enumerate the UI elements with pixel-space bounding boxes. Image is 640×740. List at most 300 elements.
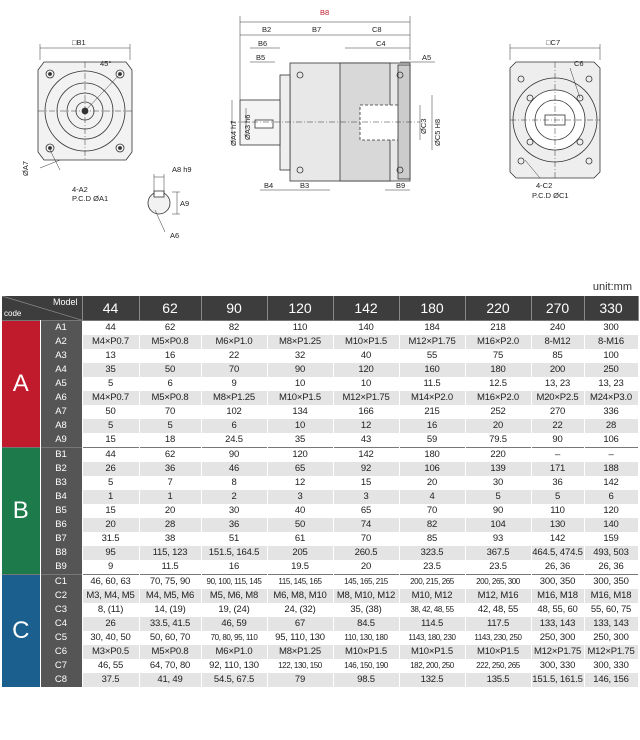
value-cell: M16, M18	[584, 589, 638, 603]
model-header-label: Model	[52, 297, 78, 307]
value-cell: 32	[267, 349, 333, 363]
row-code-cell: C2	[40, 589, 82, 603]
table-body	[2, 321, 638, 688]
front-view-drawing	[38, 44, 132, 170]
value-cell: M16×P2.0	[465, 391, 531, 405]
value-cell: 114.5	[399, 617, 465, 631]
key-a8-label: A8 h9	[172, 165, 192, 174]
value-cell: 166	[333, 405, 399, 419]
value-cell: 142	[333, 448, 399, 463]
value-cell: 35	[267, 433, 333, 448]
value-cell: 4	[399, 490, 465, 504]
table-row	[2, 349, 638, 363]
value-cell: 18	[139, 433, 201, 448]
key-detail-drawing	[148, 174, 180, 232]
value-cell: 50	[82, 405, 139, 419]
model-size-header: 220	[465, 296, 531, 321]
table-row	[2, 673, 638, 687]
value-cell: M20×P2.5	[531, 391, 584, 405]
value-cell: 79.5	[465, 433, 531, 448]
value-cell: M6×P1.0	[201, 335, 267, 349]
model-size-header: 120	[267, 296, 333, 321]
row-code-cell: B3	[40, 476, 82, 490]
value-cell: M12, M16	[465, 589, 531, 603]
value-cell: 6	[201, 419, 267, 433]
value-cell: 26, 36	[584, 560, 638, 575]
value-cell: M12×P1.75	[584, 645, 638, 659]
value-cell: 65	[267, 462, 333, 476]
rear-view-drawing	[510, 44, 600, 178]
value-cell: 79	[267, 673, 333, 687]
value-cell: 62	[139, 321, 201, 336]
value-cell: 70	[139, 405, 201, 419]
row-code-cell: A2	[40, 335, 82, 349]
value-cell: 132.5	[399, 673, 465, 687]
table-row	[2, 603, 638, 617]
row-code-cell: A6	[40, 391, 82, 405]
value-cell: M5×P0.8	[139, 391, 201, 405]
value-cell: M4×P0.7	[82, 391, 139, 405]
value-cell: M3×P0.5	[82, 645, 139, 659]
table-row	[2, 391, 638, 405]
value-cell: 16	[139, 349, 201, 363]
value-cell: M12×P1.75	[333, 391, 399, 405]
row-code-cell: C6	[40, 645, 82, 659]
side-b7-label: B7	[312, 25, 322, 34]
value-cell: 90, 100, 115, 145	[201, 575, 267, 590]
value-cell: 70	[333, 532, 399, 546]
value-cell: 54.5, 67.5	[201, 673, 267, 687]
table-row	[2, 335, 638, 349]
value-cell: 139	[465, 462, 531, 476]
row-code-cell: B1	[40, 448, 82, 463]
dimension-drawings	[0, 0, 640, 255]
value-cell: 24.5	[201, 433, 267, 448]
value-cell: 59	[399, 433, 465, 448]
value-cell: 6	[584, 490, 638, 504]
value-cell: 215	[399, 405, 465, 419]
value-cell: 160	[399, 363, 465, 377]
model-size-header: 270	[531, 296, 584, 321]
value-cell: 5	[465, 490, 531, 504]
side-b8-label: B8	[320, 8, 330, 17]
value-cell: 146, 150, 190	[333, 659, 399, 673]
table-row	[2, 504, 638, 518]
value-cell: 26	[82, 617, 139, 631]
value-cell: 15	[82, 504, 139, 518]
row-code-cell: A8	[40, 419, 82, 433]
value-cell: 90	[201, 448, 267, 463]
value-cell: M5×P0.8	[139, 645, 201, 659]
side-b5-label: B5	[256, 53, 266, 62]
row-code-cell: C3	[40, 603, 82, 617]
value-cell: M10×P1.5	[333, 645, 399, 659]
value-cell: 65	[333, 504, 399, 518]
value-cell: 23.5	[465, 560, 531, 575]
value-cell: M10×P1.5	[465, 645, 531, 659]
value-cell: M10×P1.5	[399, 645, 465, 659]
table-row	[2, 377, 638, 391]
value-cell: 120	[267, 448, 333, 463]
value-cell: M12×P1.75	[399, 335, 465, 349]
row-code-cell: A5	[40, 377, 82, 391]
value-cell: 8	[201, 476, 267, 490]
value-cell: 8, (11)	[82, 603, 139, 617]
rear-pcd-label: P.C.D ØC1	[532, 191, 569, 200]
value-cell: 13	[82, 349, 139, 363]
front-bolt-label: 4-A2	[72, 185, 88, 194]
side-b9-label: B9	[396, 181, 406, 190]
value-cell: 15	[333, 476, 399, 490]
value-cell: M14×P2.0	[399, 391, 465, 405]
value-cell: 133, 143	[531, 617, 584, 631]
value-cell: 102	[201, 405, 267, 419]
value-cell: 20	[139, 504, 201, 518]
value-cell: 13, 23	[584, 377, 638, 391]
table-row	[2, 419, 638, 433]
value-cell: 130	[531, 518, 584, 532]
value-cell: 200	[531, 363, 584, 377]
value-cell: 2	[201, 490, 267, 504]
value-cell: 43	[333, 433, 399, 448]
value-cell: M6, M8, M10	[267, 589, 333, 603]
value-cell: 250, 300	[584, 631, 638, 645]
table-row	[2, 490, 638, 504]
value-cell: –	[584, 448, 638, 463]
value-cell: 142	[531, 532, 584, 546]
value-cell: 250	[584, 363, 638, 377]
value-cell: 300, 330	[531, 659, 584, 673]
value-cell: 10	[333, 377, 399, 391]
value-cell: 1143, 180, 230	[399, 631, 465, 645]
value-cell: 62	[139, 448, 201, 463]
table-row	[2, 560, 638, 575]
value-cell: 5	[82, 377, 139, 391]
side-c5-label: ØC5 H8	[433, 118, 442, 146]
side-b2-label: B2	[262, 25, 272, 34]
value-cell: 12	[267, 476, 333, 490]
value-cell: 85	[399, 532, 465, 546]
value-cell: 104	[465, 518, 531, 532]
value-cell: 35, (38)	[333, 603, 399, 617]
table-header-row	[2, 296, 638, 321]
value-cell: 10	[267, 377, 333, 391]
value-cell: 367.5	[465, 546, 531, 560]
value-cell: 300, 350	[531, 575, 584, 590]
value-cell: 92	[333, 462, 399, 476]
value-cell: M5×P0.8	[139, 335, 201, 349]
value-cell: 100	[584, 349, 638, 363]
table-row	[2, 659, 638, 673]
row-code-cell: A9	[40, 433, 82, 448]
value-cell: 46, 55	[82, 659, 139, 673]
value-cell: 252	[465, 405, 531, 419]
row-code-cell: A1	[40, 321, 82, 336]
value-cell: 70	[399, 504, 465, 518]
value-cell: 40	[333, 349, 399, 363]
value-cell: 95, 110, 130	[267, 631, 333, 645]
value-cell: 30, 40, 50	[82, 631, 139, 645]
value-cell: 146, 156	[584, 673, 638, 687]
value-cell: 90	[531, 433, 584, 448]
row-code-cell: B2	[40, 462, 82, 476]
value-cell: 300, 330	[584, 659, 638, 673]
value-cell: 85	[531, 349, 584, 363]
value-cell: 133, 143	[584, 617, 638, 631]
value-cell: M8, M10, M12	[333, 589, 399, 603]
value-cell: 145, 165, 215	[333, 575, 399, 590]
value-cell: M16×P2.0	[465, 335, 531, 349]
value-cell: 14, (19)	[139, 603, 201, 617]
value-cell: 35	[82, 363, 139, 377]
value-cell: 9	[82, 560, 139, 575]
table-row	[2, 546, 638, 560]
key-a9-label: A9	[180, 199, 190, 208]
table-row	[2, 433, 638, 448]
value-cell: 55	[399, 349, 465, 363]
value-cell: 37.5	[82, 673, 139, 687]
row-code-cell: A3	[40, 349, 82, 363]
row-code-cell: C7	[40, 659, 82, 673]
front-a7-label: ØA7	[21, 160, 30, 176]
value-cell: M4×P0.7	[82, 335, 139, 349]
value-cell: M6×P1.0	[201, 645, 267, 659]
value-cell: 20	[82, 518, 139, 532]
group-label-b: B	[2, 448, 40, 575]
value-cell: 36	[201, 518, 267, 532]
value-cell: 46	[201, 462, 267, 476]
row-code-cell: B7	[40, 532, 82, 546]
value-cell: 95	[82, 546, 139, 560]
value-cell: 82	[399, 518, 465, 532]
side-c8-label: C8	[372, 25, 382, 34]
key-a6-label: A6	[170, 231, 180, 240]
table-row	[2, 405, 638, 419]
value-cell: M4, M5, M6	[139, 589, 201, 603]
value-cell: 38	[139, 532, 201, 546]
row-code-cell: C5	[40, 631, 82, 645]
value-cell: 19.5	[267, 560, 333, 575]
value-cell: 188	[584, 462, 638, 476]
row-code-cell: C4	[40, 617, 82, 631]
side-a3-label: ØA3 h6	[243, 114, 252, 140]
value-cell: 222, 250, 265	[465, 659, 531, 673]
table-row	[2, 518, 638, 532]
value-cell: 260.5	[333, 546, 399, 560]
value-cell: 205	[267, 546, 333, 560]
row-code-cell: A4	[40, 363, 82, 377]
value-cell: 134	[267, 405, 333, 419]
value-cell: 26, 36	[531, 560, 584, 575]
value-cell: 44	[82, 448, 139, 463]
value-cell: M8×P1.25	[201, 391, 267, 405]
rear-c6-label: C6	[574, 59, 584, 68]
side-c3-label: ØC3	[419, 118, 428, 134]
value-cell: 19, (24)	[201, 603, 267, 617]
value-cell: 106	[584, 433, 638, 448]
value-cell: 82	[201, 321, 267, 336]
value-cell: 5	[139, 419, 201, 433]
value-cell: 70, 75, 90	[139, 575, 201, 590]
value-cell: 300, 350	[584, 575, 638, 590]
value-cell: 70	[201, 363, 267, 377]
model-size-header: 330	[584, 296, 638, 321]
value-cell: M8×P1.25	[267, 335, 333, 349]
value-cell: 135.5	[465, 673, 531, 687]
rear-square-label: □C7	[546, 38, 561, 47]
table-row	[2, 448, 638, 463]
value-cell: 1	[139, 490, 201, 504]
value-cell: 74	[333, 518, 399, 532]
value-cell: 336	[584, 405, 638, 419]
value-cell: 5	[82, 419, 139, 433]
value-cell: 142	[584, 476, 638, 490]
value-cell: 180	[399, 448, 465, 463]
side-b6-label: B6	[258, 39, 268, 48]
value-cell: 84.5	[333, 617, 399, 631]
value-cell: 23.5	[399, 560, 465, 575]
model-size-header: 90	[201, 296, 267, 321]
value-cell: M10×P1.5	[333, 335, 399, 349]
value-cell: 120	[584, 504, 638, 518]
table-row	[2, 321, 638, 336]
table-row	[2, 462, 638, 476]
value-cell: 140	[333, 321, 399, 336]
value-cell: 24, (32)	[267, 603, 333, 617]
value-cell: 90	[465, 504, 531, 518]
value-cell: 33.5, 41.5	[139, 617, 201, 631]
value-cell: 1143, 230, 250	[465, 631, 531, 645]
value-cell: M24×P3.0	[584, 391, 638, 405]
value-cell: 20	[333, 560, 399, 575]
value-cell: 46, 60, 63	[82, 575, 139, 590]
model-size-header: 142	[333, 296, 399, 321]
value-cell: 31.5	[82, 532, 139, 546]
value-cell: 41, 49	[139, 673, 201, 687]
table-row	[2, 631, 638, 645]
value-cell: 93	[465, 532, 531, 546]
value-cell: 140	[584, 518, 638, 532]
row-code-cell: C1	[40, 575, 82, 590]
front-square-label: □B1	[72, 38, 86, 47]
value-cell: 92, 110, 130	[201, 659, 267, 673]
table-row	[2, 575, 638, 590]
value-cell: M3, M4, M5	[82, 589, 139, 603]
table-corner-header	[2, 296, 82, 321]
code-header-label: code	[4, 309, 22, 318]
value-cell: 11.5	[399, 377, 465, 391]
value-cell: 220	[465, 448, 531, 463]
value-cell: 44	[82, 321, 139, 336]
value-cell: 61	[267, 532, 333, 546]
value-cell: 90	[267, 363, 333, 377]
value-cell: 240	[531, 321, 584, 336]
value-cell: 218	[465, 321, 531, 336]
value-cell: 38, 42, 48, 55	[399, 603, 465, 617]
value-cell: 15	[82, 433, 139, 448]
value-cell: 3	[333, 490, 399, 504]
value-cell: 30	[465, 476, 531, 490]
value-cell: 22	[201, 349, 267, 363]
value-cell: 46, 59	[201, 617, 267, 631]
row-code-cell: B5	[40, 504, 82, 518]
value-cell: 8-M12	[531, 335, 584, 349]
table-row	[2, 617, 638, 631]
row-code-cell: C8	[40, 673, 82, 687]
front-angle-label: 45°	[100, 59, 112, 68]
value-cell: 16	[201, 560, 267, 575]
value-cell: 323.5	[399, 546, 465, 560]
value-cell: 30	[201, 504, 267, 518]
side-a5-label: A5	[422, 53, 432, 62]
value-cell: 1	[82, 490, 139, 504]
value-cell: 182, 200, 250	[399, 659, 465, 673]
row-code-cell: A7	[40, 405, 82, 419]
value-cell: 51	[201, 532, 267, 546]
value-cell: 12	[333, 419, 399, 433]
value-cell: 6	[139, 377, 201, 391]
value-cell: 50	[139, 363, 201, 377]
value-cell: 12.5	[465, 377, 531, 391]
value-cell: 36	[139, 462, 201, 476]
value-cell: 171	[531, 462, 584, 476]
value-cell: –	[531, 448, 584, 463]
value-cell: 5	[531, 490, 584, 504]
table-row	[2, 645, 638, 659]
value-cell: 120	[333, 363, 399, 377]
value-cell: 16	[399, 419, 465, 433]
value-cell: 200, 215, 265	[399, 575, 465, 590]
rear-bolt-label: 4-C2	[536, 181, 553, 190]
table-row	[2, 476, 638, 490]
value-cell: 8-M16	[584, 335, 638, 349]
value-cell: 184	[399, 321, 465, 336]
value-cell: 22	[531, 419, 584, 433]
value-cell: 151.5, 161.5	[532, 674, 583, 685]
value-cell: 40	[267, 504, 333, 518]
value-cell: 250, 300	[531, 631, 584, 645]
value-cell: 13, 23	[531, 377, 584, 391]
row-code-cell: B8	[40, 546, 82, 560]
value-cell: M10, M12	[399, 589, 465, 603]
value-cell: 200, 265, 300	[465, 575, 531, 590]
value-cell: 7	[139, 476, 201, 490]
value-cell: M16, M18	[531, 589, 584, 603]
value-cell: 300	[584, 321, 638, 336]
value-cell: M8×P1.25	[267, 645, 333, 659]
row-code-cell: B9	[40, 560, 82, 575]
side-b3-label: B3	[300, 181, 310, 190]
value-cell: 159	[584, 532, 638, 546]
group-label-a: A	[2, 321, 40, 448]
table-row	[2, 532, 638, 546]
value-cell: 9	[201, 377, 267, 391]
value-cell: 106	[399, 462, 465, 476]
value-cell: 115, 145, 165	[267, 575, 333, 590]
dimension-table	[2, 296, 639, 687]
value-cell: M10×P1.5	[267, 391, 333, 405]
value-cell: 50	[267, 518, 333, 532]
value-cell: 67	[267, 617, 333, 631]
value-cell: 10	[267, 419, 333, 433]
value-cell: 20	[399, 476, 465, 490]
model-size-header: 44	[82, 296, 139, 321]
value-cell: 26	[82, 462, 139, 476]
model-size-header: 62	[139, 296, 201, 321]
value-cell: 122, 130, 150	[267, 659, 333, 673]
value-cell: 75	[465, 349, 531, 363]
front-pcd-label: P.C.D ØA1	[72, 194, 109, 203]
